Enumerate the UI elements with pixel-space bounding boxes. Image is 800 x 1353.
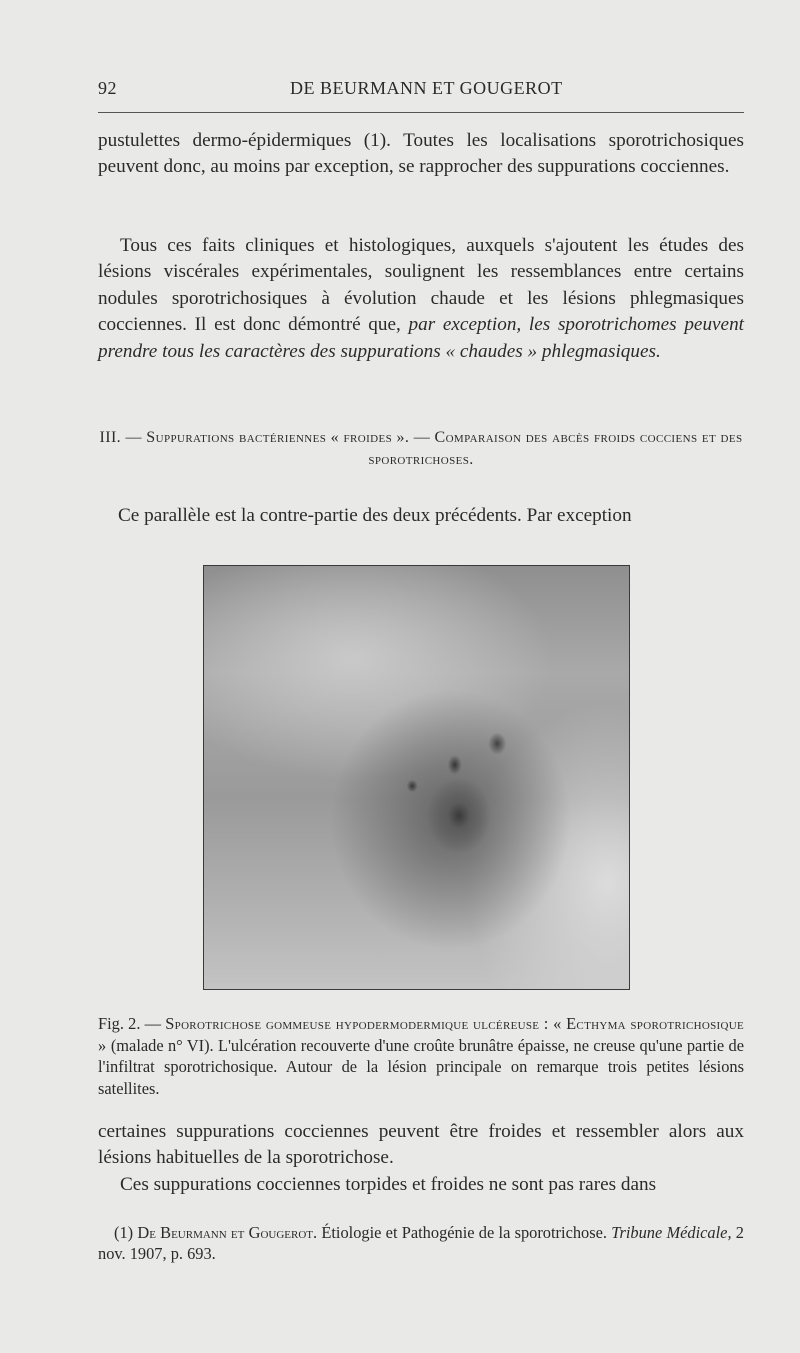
figure-description: (malade n° VI). L'ulcération recouverte d'une croûte brunâtre épaisse, ne creuse qu'une partie de l'infiltrat sporotrichosique. Autour de la lésion principale on remarque trois petites lésions satellites. bbox=[98, 1035, 744, 1098]
footnote-authors: De Beurmann et Gougerot. bbox=[137, 1223, 318, 1242]
figure-caption bbox=[98, 1013, 744, 1099]
figure-label: Fig. 2. — bbox=[98, 1014, 166, 1033]
paragraph-2-emphasis: par exception, les sporotrichomes peuvent prendre tous les caractères des suppurations « chaudes » phlegmasiques. bbox=[98, 314, 744, 362]
footnote-journal: Tribune Médicale, bbox=[611, 1223, 732, 1242]
paragraph-2 bbox=[98, 233, 744, 365]
section-number: III. bbox=[99, 429, 122, 446]
section-heading bbox=[98, 427, 744, 471]
section-title-a: Suppurations bactériennes « froides ». bbox=[146, 429, 410, 446]
footnote-ref: 2 nov. 1907, p. 693. bbox=[98, 1223, 744, 1263]
figure-title: Sporotrichose gommeuse hypodermodermique ulcéreuse : « Ecthyma sporotrichosique » bbox=[98, 1014, 744, 1055]
footnote-marker: (1) bbox=[114, 1223, 138, 1242]
figure-photograph-skin-lesion bbox=[203, 565, 630, 990]
section-dash-1: — bbox=[121, 429, 147, 446]
footnote-text: Étiologie et Pathogénie de la sporotrichose. bbox=[317, 1223, 612, 1242]
paragraph-2-text: Tous ces faits cliniques et histologiques, auxquels s'ajoutent les études des lésions viscérales expérimentales, soulignent les ressemblances entre certains nodules sporotrichosiques à évolution chaude et les lésions phlegmasiques cocciennes. Il est donc démontré que, bbox=[98, 235, 744, 336]
footnote bbox=[98, 1222, 744, 1264]
page-number: 92 bbox=[98, 78, 117, 98]
paragraph-3: Ce parallèle est la contre-partie des deux précédents. Par exception bbox=[118, 505, 632, 526]
paragraph-4: certaines suppurations cocciennes peuvent être froides et ressembler alors aux lésions habituelles de la sporotrichose. bbox=[98, 1121, 744, 1169]
header-rule bbox=[98, 112, 744, 113]
running-header bbox=[98, 78, 744, 102]
paragraph-5: Ces suppurations cocciennes torpides et froides ne sont pas rares dans bbox=[120, 1174, 657, 1195]
section-dash-2: — bbox=[409, 429, 435, 446]
section-title-b: Comparaison des abcès froids cocciens et des sporotrichoses. bbox=[368, 429, 743, 468]
running-title: DE BEURMANN ET GOUGEROT bbox=[290, 78, 563, 98]
paragraph-1: pustulettes dermo-épidermiques (1). Toutes les localisations sporotrichosiques peuvent donc, au moins par exception, se rapprocher des suppurations cocciennes. bbox=[98, 130, 744, 178]
